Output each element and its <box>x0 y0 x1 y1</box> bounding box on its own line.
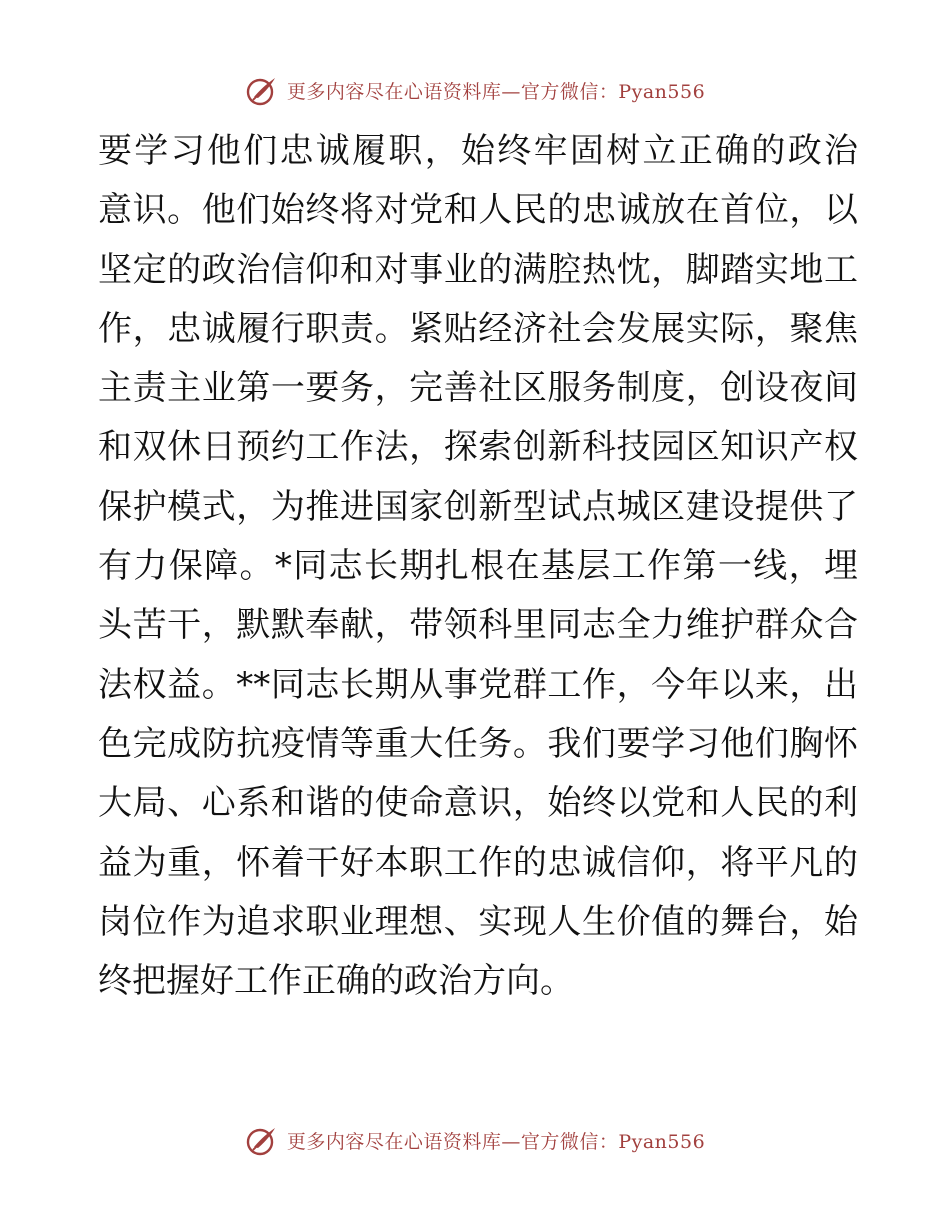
watermark-text: 更多内容尽在心语资料库—官方微信：Pyan556 <box>286 80 706 103</box>
paragraph-line: 终把握好工作正确的政治方向。 <box>98 961 574 1002</box>
paragraph-line: 法权益。**同志长期从事党群工作，今年以来，出 <box>98 664 858 705</box>
paragraph-line: 保护模式，为推进国家创新型试点城区建设提供了 <box>98 486 858 527</box>
paragraph-line: 有力保障。*同志长期扎根在基层工作第一线，埋 <box>98 546 858 587</box>
paragraph-line: 作，忠诚履行职责。紧贴经济社会发展实际，聚焦 <box>98 308 858 349</box>
paragraph-line: 色完成防抗疫情等重大任务。我们要学习他们胸怀 <box>98 723 858 764</box>
paragraph-line: 坚定的政治信仰和对事业的满腔热忱，脚踏实地工 <box>98 249 858 290</box>
paragraph-line: 主责主业第一要务，完善社区服务制度，创设夜间 <box>98 368 858 409</box>
quill-pen-logo-icon <box>245 73 279 107</box>
watermark-text: 更多内容尽在心语资料库—官方微信：Pyan556 <box>286 1130 706 1153</box>
paragraph-line: 益为重，怀着干好本职工作的忠诚信仰，将平凡的 <box>98 842 858 883</box>
paragraph-line: 和双休日预约工作法，探索创新科技园区知识产权 <box>98 427 858 468</box>
document-body <box>98 122 858 1011</box>
header-watermark <box>0 70 950 110</box>
paragraph-line: 大局、心系和谐的使命意识，始终以党和人民的利 <box>98 783 858 824</box>
footer-watermark <box>0 1120 950 1160</box>
paragraph-line: 头苦干，默默奉献，带领科里同志全力维护群众合 <box>98 605 858 646</box>
paragraph-line: 意识。他们始终将对党和人民的忠诚放在首位，以 <box>98 190 858 231</box>
paragraph-line: 岗位作为追求职业理想、实现人生价值的舞台，始 <box>98 901 858 942</box>
paragraph-line: 要学习他们忠诚履职，始终牢固树立正确的政治 <box>98 131 858 171</box>
quill-pen-logo-icon <box>245 1123 279 1157</box>
